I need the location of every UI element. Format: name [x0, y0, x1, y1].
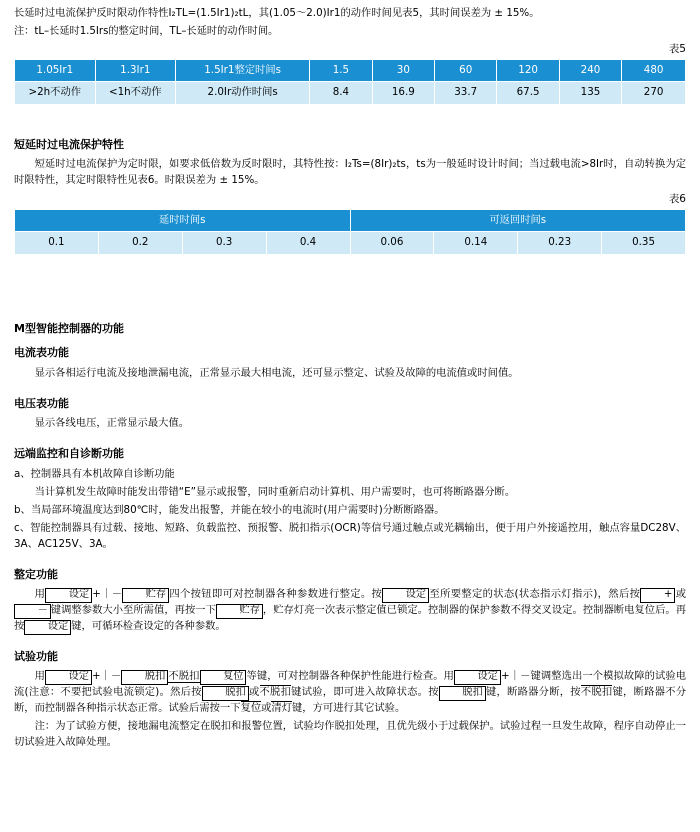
test-title: 试验功能: [14, 649, 58, 663]
table6-cell: 0.06: [350, 232, 434, 254]
table5: [14, 59, 686, 105]
test-note: 注：为了试验方便，接地漏电流整定在脱扣和报警位置，试验均作脱扣处理，且优先级小于过载保护。试验过程一旦发生故障，程序自动停止一切试验进入故障处理。: [14, 720, 686, 749]
setting-text: 键，可循环检查设定的各种参数。: [71, 619, 226, 632]
table5-header-cell: 1.5: [310, 60, 372, 82]
remote-item-c-body: 智能控制器具有过载、接地、短路、负载监控、预报警、脱扣指示(OCR)等信号通过触点或光耦输出，便于用户外接遥控用，触点容量DC28V、3A、AC125V、3A。: [14, 521, 686, 550]
table5-cell: 16.9: [372, 82, 434, 104]
minus-key-button[interactable]: －: [14, 604, 51, 619]
table5-cell: 2.0Ir动作时间s: [176, 82, 310, 104]
setting-text: 键调整参数大小至所需值，再按一下: [50, 604, 216, 617]
remote-item-c: [14, 521, 686, 553]
reset-key-button[interactable]: 复位: [200, 670, 247, 685]
ammeter-heading: 电流表功能: [14, 346, 69, 360]
short-delay-title: 短延时过电流保护特性: [14, 137, 124, 151]
table5-header-cell: 240: [559, 60, 621, 82]
table5-cell: 135: [559, 82, 621, 104]
trip-key-button[interactable]: 脱扣: [439, 686, 486, 701]
test-text: 键，断路器分断，按: [485, 686, 581, 699]
remote-item-b-body: 当局部环境温度达到80℃时，能发出报警，并能在较小的电流时(用户需要时)分断断路器。: [30, 503, 445, 516]
table6-cell: 0.35: [602, 232, 686, 254]
test-text: 或: [261, 702, 272, 715]
table5-header-cell: 1.5Ir1整定时间s: [176, 60, 310, 82]
test-text: 键，方可进行其它试验。: [292, 702, 406, 715]
test-text: 键调整选出一个模拟故障的试验电流(注意：不要把试验电流锁定)。然后按: [14, 670, 687, 699]
table5-cell: 33.7: [435, 82, 497, 104]
test-text: 或: [248, 686, 260, 699]
setting-title: 整定功能: [14, 567, 58, 581]
test-text: 键，断路器不分断，而控制器各种指示状态正常。试验后需按一下: [14, 686, 687, 715]
remote-item-a-label: a、: [14, 467, 31, 480]
table5-header-cell: 30: [372, 60, 434, 82]
test-text: 等键，可对控制器各种保护性能进行检查。用: [246, 670, 455, 683]
table6-cell: 0.1: [15, 232, 99, 254]
setting-text: 四个按钮即可对控制器各种参数进行整定。按: [169, 588, 383, 601]
remote-item-a-head: 控制器具有本机故障自诊断功能: [30, 467, 175, 480]
mtype-title: M型智能控制器的功能: [14, 321, 124, 335]
test-text: 键试验，即可进入故障状态。按: [291, 686, 439, 699]
table5-cell: 67.5: [497, 82, 559, 104]
table6-cell: 0.14: [434, 232, 518, 254]
table5-label: 表5: [668, 43, 686, 56]
ammeter-body: 显示各相运行电流及接地泄漏电流，正常显示最大相电流，还可显示整定、试验及故障的电流值或时间值。: [34, 366, 519, 379]
table5-header-cell: 1.3Ir1: [95, 60, 176, 82]
setting-body: [14, 587, 686, 635]
table5-header-cell: 480: [622, 60, 686, 82]
test-text: +｜－: [501, 670, 531, 683]
remote-item-c-label: c、: [14, 521, 31, 534]
table5-cell: 270: [622, 82, 686, 104]
table5-header-row: [15, 60, 686, 82]
no-trip-key-button[interactable]: 不脱扣: [580, 686, 613, 699]
setting-text: ，贮存灯亮一次表示整定值已锁定。控制器的保护参数不得交叉设定。控制器断电复位后。再按: [14, 604, 686, 632]
setting-text: 至所要整定的状态(状态指示灯指示)，然后按: [429, 588, 641, 601]
trip-key-button[interactable]: 脱扣: [202, 686, 249, 701]
table5-header-cell: 1.05Ir1: [15, 60, 96, 82]
remote-title: 远端监控和自诊断功能: [14, 447, 124, 461]
table6-label: 表6: [668, 193, 686, 206]
table6-cell: 0.2: [98, 232, 182, 254]
table6-cell: 0.3: [182, 232, 266, 254]
table5-row: [15, 82, 686, 104]
setting-text: 用: [34, 588, 46, 601]
table6-row: [15, 232, 686, 254]
table6-group-header-row: [15, 210, 686, 232]
no-trip-key-button[interactable]: 不脱扣: [168, 670, 200, 683]
voltmeter-body: 显示各线电压，正常显示最大值。: [34, 417, 190, 430]
remote-item-b: [14, 503, 686, 519]
table5-header-cell: 60: [435, 60, 497, 82]
set-key-button[interactable]: 设定: [45, 670, 92, 685]
table6: [14, 209, 686, 255]
intro-note: 注：tL–长延时1.5Irs的整定时间，TL–长延时的动作时间。: [14, 25, 279, 37]
remote-item-a-body: 当计算机发生故障时能发出带错“E”显示或报警，同时重新启动计算机、用户需要时，也可将断路器分断。: [34, 485, 516, 498]
set-key-button[interactable]: 设定: [454, 670, 501, 685]
test-body: [14, 669, 686, 717]
store-key-button[interactable]: 贮存: [122, 588, 169, 603]
table6-cell: 0.23: [518, 232, 602, 254]
setting-text: 或: [675, 588, 686, 601]
store-key-button[interactable]: 贮存: [216, 604, 263, 619]
table5-header-cell: 120: [497, 60, 559, 82]
remote-item-b-label: b、: [14, 503, 31, 516]
test-text: +｜－: [91, 670, 122, 683]
short-delay-body: 短延时过电流保护为定时限，如要求低倍数为反时限时，其特性按：I₂Ts=(8Ir)₂ts，ts为一般延时设计时间；当过载电流>8Ir时，自动转换为定时限特性，其定时限特性见表6。时限误差为 ± 15%。: [14, 158, 686, 187]
table5-cell: 8.4: [310, 82, 372, 104]
table6-cell: 0.4: [266, 232, 350, 254]
plus-key-button[interactable]: +: [640, 588, 675, 603]
intro-line: 长延时过电流保护反时限动作特性I₂TL=(1.5Ir1)₂tL，其(1.05～2.0)Ir1的动作时间见表5，其时间误差为 ± 15%。: [14, 7, 540, 19]
table6-group-header: 延时时间s: [15, 210, 351, 232]
no-trip-key-button[interactable]: 不脱扣: [259, 686, 292, 699]
set-key-button[interactable]: 设定: [45, 588, 92, 603]
reset-key-button[interactable]: 复位: [240, 702, 262, 715]
table5-cell: <1h不动作: [95, 82, 176, 104]
voltmeter-heading: 电压表功能: [14, 396, 69, 410]
remote-item-a: [14, 467, 686, 483]
trip-key-button[interactable]: 脱扣: [121, 670, 168, 685]
table6-group-header: 可返回时间s: [350, 210, 686, 232]
set-key-button[interactable]: 设定: [24, 620, 71, 635]
table5-cell: >2h不动作: [15, 82, 96, 104]
setting-text: +｜－: [92, 588, 123, 601]
clear-key-button[interactable]: 清灯: [271, 702, 293, 715]
test-text: 用: [34, 670, 45, 683]
set-key-button[interactable]: 设定: [382, 588, 429, 603]
